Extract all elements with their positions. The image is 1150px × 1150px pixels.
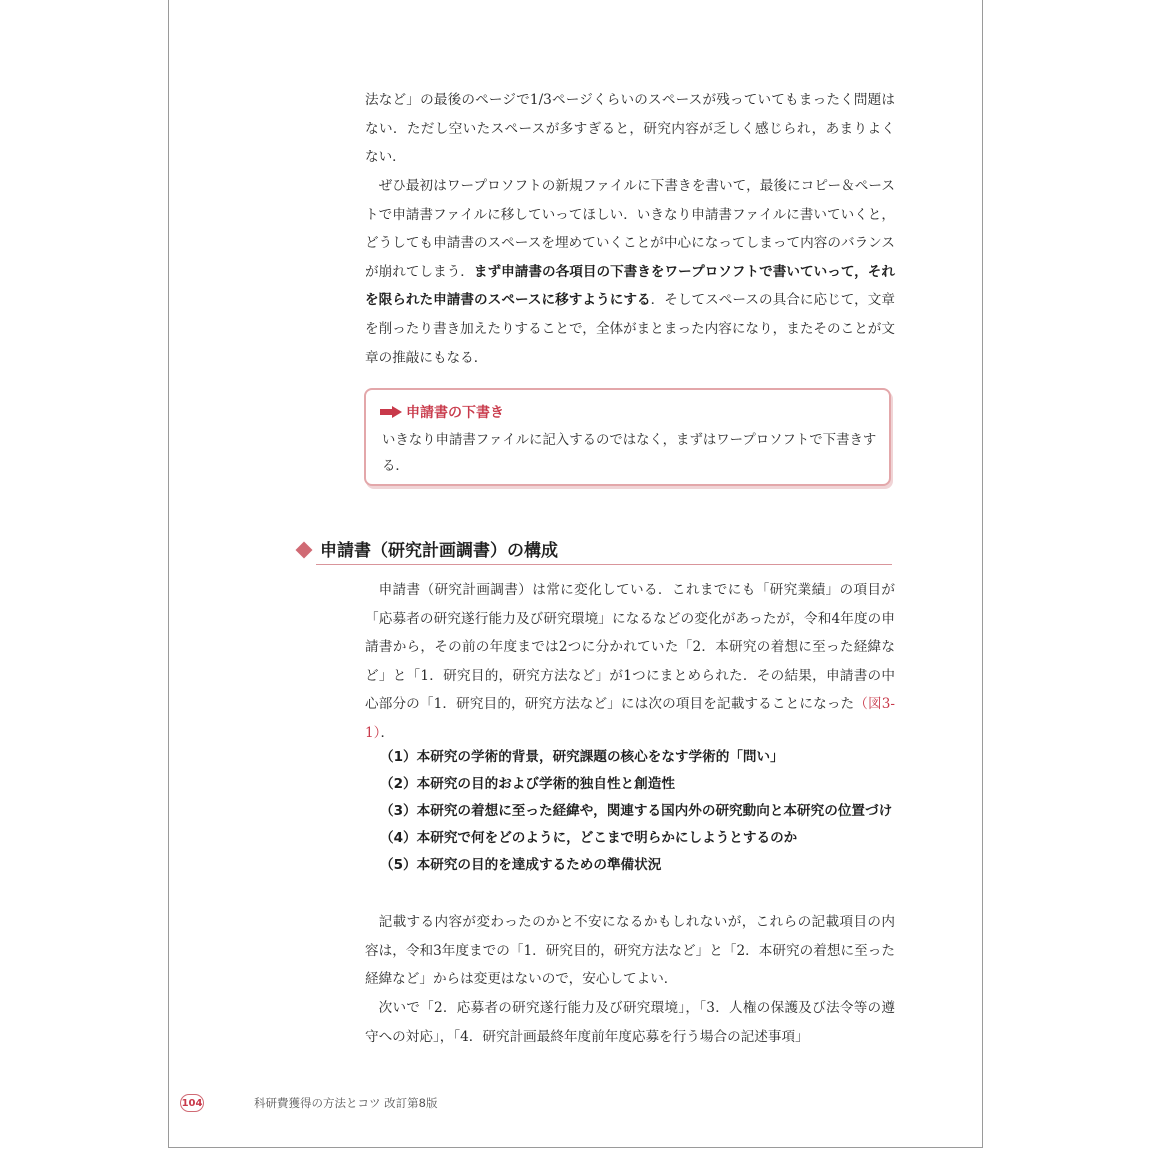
body-paragraph-3 <box>365 576 895 748</box>
item-text: 本研究の着想に至った経緯や，関連する国内外の研究動向と本研究の位置づけ <box>416 803 893 819</box>
list-item <box>380 798 894 825</box>
item-number: （1） <box>380 749 417 765</box>
paragraph-text: 法など」の最後のページで1/3ページくらいのスペースが残っていてもまったく問題はない．ただし空いたスペースが多すぎると，研究内容が乏しく感じられ，あまりよくない． <box>365 92 895 166</box>
paragraph-text: ．そしてスペースの具合に応じて，文章を削ったり書き加えたりすることで，全体がまとまった内容になり，またそのことが文章の推敲にもなる． <box>365 292 896 366</box>
item-text: 本研究の目的を達成するための準備状況 <box>416 857 662 873</box>
diamond-bullet-icon <box>296 542 313 559</box>
summary-callout <box>364 388 891 486</box>
item-number: （4） <box>380 830 417 846</box>
emphasis-text: まず申請書の各項目の下書きをワープロソフトで書いていって，それを限られた申請書のスペースに移すようにする <box>365 263 896 309</box>
paragraph-text: 次いで「2．応募者の研究遂行能力及び研究環境」，「3．人権の保護及び法令等の遵守への対応」，「4．研究計画最終年度前年度応募を行う場合の記述事項」 <box>365 1000 895 1045</box>
paragraph-text: ぜひ最初はワープロソフトの新規ファイルに下書きを書いて，最後にコピー＆ペーストで申請書ファイルに移していってほしい．いきなり申請書ファイルに書いていくと，どうしても申請書のスペースを埋めていくことが中心になってしまって内容のバランスが崩れてしまう． <box>365 178 895 280</box>
item-text: 本研究で何をどのように，どこまで明らかにしようとするのか <box>416 830 798 846</box>
running-title: 科研費獲得の方法とコツ 改訂第8版 <box>254 1096 438 1110</box>
page-footer <box>180 1094 437 1112</box>
list-item <box>380 825 894 852</box>
item-text: 本研究の目的および学術的独自性と創造性 <box>416 776 675 792</box>
item-number: （3） <box>380 803 417 819</box>
body-paragraph-4 <box>365 908 895 994</box>
numbered-item-list <box>380 744 894 879</box>
list-item <box>380 771 894 798</box>
list-item <box>380 852 894 879</box>
paragraph-text: ． <box>380 724 395 741</box>
section-heading <box>296 536 894 568</box>
section-underline <box>316 564 892 565</box>
callout-text: いきなり申請書ファイルに記入するのではなく，まずはワープロソフトで下書きする． <box>382 433 877 474</box>
section-title: 申請書（研究計画調書）の構成 <box>320 541 558 561</box>
body-paragraph-2 <box>365 172 895 372</box>
item-text: 本研究の学術的背景，研究課題の核心をなす学術的「問い」 <box>416 749 784 765</box>
item-number: （2） <box>380 776 417 792</box>
callout-title: 申請書の下書き <box>406 405 504 421</box>
paragraph-text: 申請書（研究計画調書）は常に変化している．これまでにも「研究業績」の項目が「応募者の研究遂行能力及び研究環境」になるなどの変化があったが，令和4年度の申請書から，その前の年度までは2つに分かれていた「2．本研究の着想に至った経緯など」と「1．研究目的，研究方法など」が1つにまとめられた．その結果，申請書の中心部分の「1．研究目的，研究方法など」には次の項目を記載することになった <box>365 582 895 713</box>
figure-reference: （図3-1） <box>365 696 895 741</box>
callout-header <box>380 402 504 422</box>
arrow-right-icon <box>380 406 402 418</box>
body-paragraph-1 <box>365 86 895 172</box>
page-number: 104 <box>180 1094 204 1112</box>
body-paragraph-5 <box>365 994 895 1051</box>
item-number: （5） <box>380 857 417 873</box>
list-item <box>380 744 894 771</box>
paragraph-text: 記載する内容が変わったのかと不安になるかもしれないが，これらの記載項目の内容は，令和3年度までの「1．研究目的，研究方法など」と「2．本研究の着想に至った経緯など」からは変更はないので，安心してよい． <box>365 914 895 988</box>
